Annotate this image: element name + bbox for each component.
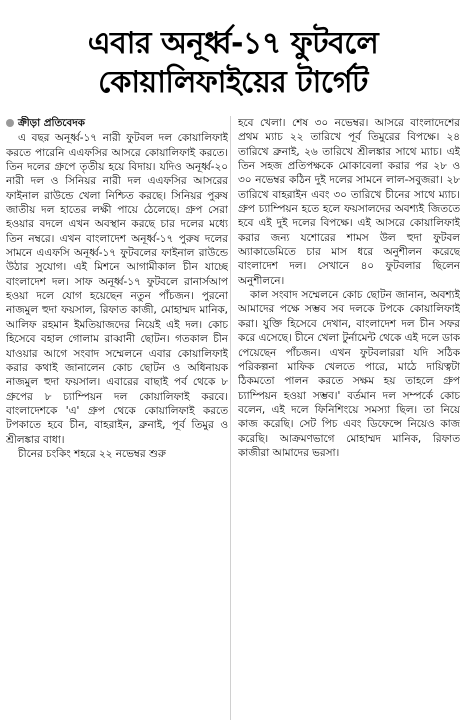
- paragraph: কাল সংবাদ সম্মেলনে কোচ ছোটন জানান, অবশ্যই আমাদের পক্ষে সম্ভব সব দলকে টপকে কোয়ালিফাই করা। যুক্তি হিসেবে দেখান, বাংলাদেশ দল চীন সফর করে এসেছে। চীনে খেলা টুর্নামেন্ট থেকে এই দলে ডাক পেয়েছেন পাঁচজন। এখন ফুটবলাররা যদি সঠিক পরিকল্পনা মাফিক খেলতে পারে, মাঠে দায়িত্বটা ঠিকমতো পালন করতে সক্ষম হয় তাহলে গ্রুপ চ্যাম্পিয়ন হওয়া সম্ভব।' বর্তমান দল সম্পর্কে কোচ বলেন, এই দলে ফিনিশিংয়ে সমস্যা ছিল। তা নিয়ে কাজ করেছি। সেট পিচ এবং ডিফেন্সে নিয়েও কাজ করেছি। আক্রমণভাগে মোহাম্মদ মানিক, রিফাত কাজীরা আমাদের ভরসা।: [238, 289, 460, 459]
- paragraph: চীনের চংকিং শহরে ২২ নভেম্বর শুরু: [18, 447, 166, 460]
- article-column-left: [6, 116, 228, 720]
- byline-text: ক্রীড়া প্রতিবেদক: [18, 117, 85, 129]
- headline-line-2: কোয়ালিফাইয়ের টার্গেট: [98, 65, 368, 101]
- article-column-right: [238, 116, 460, 720]
- column-divider: [230, 116, 231, 720]
- headline-line-1: এবার অনূর্ধ্ব-১৭ ফুটবলে: [87, 26, 379, 62]
- article-headline: [6, 25, 460, 103]
- bullet-icon: [6, 119, 14, 127]
- byline: [6, 116, 228, 130]
- paragraph: হবে খেলা। শেষ ৩০ নভেম্বর। আসরে বাংলাদেশের প্রথম ম্যাচ ২২ তারিখে পূর্ব তিমুরের বিপক্ষে। ২৪ তারিখে ব্রুনাই, ২৬ তারিখে শ্রীলঙ্কার সাথে ম্যাচ। এই তিন সহজ প্রতিপক্ষকে মোকাবেলা করার পর ২৮ ও ৩০ নভেম্বর কঠিন দুই দলের সামনে লাল-সবুজরা। ২৮ তারিখে বাহরাইন এবং ৩০ তারিখে চীনের সাথে ম্যাচ। গ্রুপ চ্যাম্পিয়ন হতে হলে ফয়সালদের অবশ্যই জিততে হবে এই দুই দলের বিপক্ষে। এই আসরে কোয়ালিফাই করার জন্য যশোরের শামস উল হুদা ফুটবল অ্যাকাডেমিতে চার মাস ধরে অনুশীলন করেছে বাংলাদেশ দল। সেখানে ৪০ ফুটবলার ছিলেন অনুশীলনে।: [238, 117, 460, 287]
- paragraph: এ বছর অনূর্ধ্ব-১৭ নারী ফুটবল দল কোয়ালিফাই করতে পারেনি এএফসির আসরে কোয়ালিফাই করতে। তিন দলের গ্রুপে তৃতীয় হয়ে বিদায়। যদিও অনূর্ধ্ব-২০ নারী দল ও সিনিয়র নারী দল এএফসির আসরের ফাইনাল রাউন্ডে খেলা নিশ্চিত করছে। সিনিয়র পুরুষ জাতীয় দল হাতের লক্ষী পায়ে ঠেলেছে। গ্রুপ সেরা হওয়ার বদলে এখন অবস্থান করছে চার দলের মধ্যে তিন নম্বরে। এখন বাংলাদেশ অনূর্ধ্ব-১৭ পুরুষ দলের সামনে এএফসি অনূর্ধ্ব-১৭ ফুটবলের ফাইনাল রাউন্ডে উঠার সুযোগ। এই মিশনে আগামীকাল চীন যাচ্ছে বাংলাদেশ দল। সাফ অনূর্ধ্ব-১৭ ফুটবলে রানার্সআপ হওয়া দলে যোগ হয়েছেন নতুন পাঁচজন। পুরনো নাজমুল হুদা ফয়সাল, রিফাত কাজী, মোহাম্মদ মানিক, আলিফ রহমান ইমতিয়াজদের নিয়েই এই দল। কোচ হিসেবে বহাল গোলাম রাব্বানী ছোটন। গতকাল চীন যাওয়ার আগে সংবাদ সম্মেলনে এবার কোয়ালিফাই করার কথাই জানালেন কোচ ছোটন ও অধিনায়ক নাজমুল হুদা ফয়সাল। এবারের বাছাই পর্ব থেকে ৮ গ্রুপের ৮ চ্যাম্পিয়ন দল কোয়ালিফাই করবে। বাংলাদেশকে 'এ' গ্রুপ থেকে কোয়ালিফাই করতে টপকাতে হবে চীন, বাহরাইন, ব্রুনাই, পূর্ব তিমুর ও শ্রীলঙ্কার বাধা।: [6, 132, 228, 446]
